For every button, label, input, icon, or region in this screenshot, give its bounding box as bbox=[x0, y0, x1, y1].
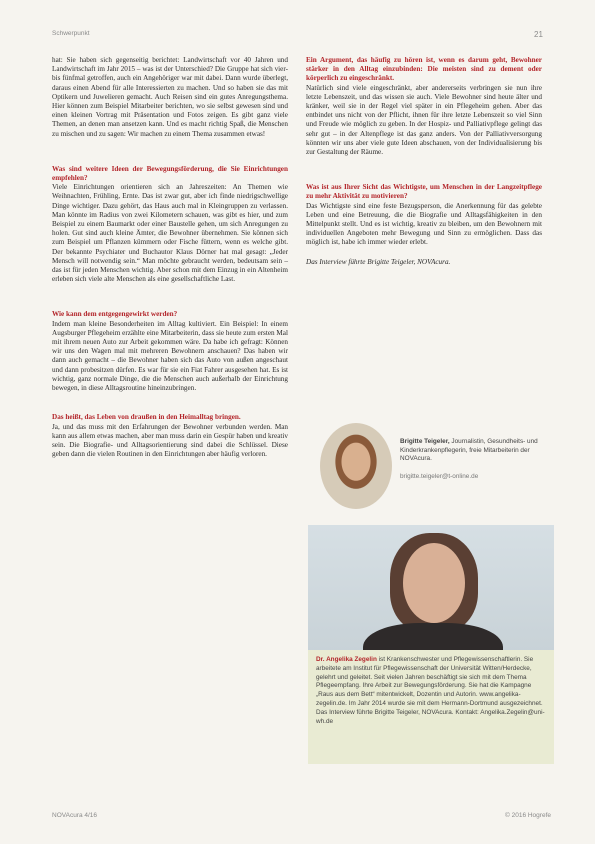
running-header: Schwerpunkt bbox=[52, 30, 90, 37]
interview-question: Was sind weitere Ideen der Bewegungsförderung, die Sie Einrichtungen empfehlen? bbox=[52, 164, 288, 183]
paragraph: Ja, und das muss mit den Erfahrungen der Bewohner verbunden werden. Man kann aus allem etwas machen, aber man muss darin ein Gespür haben und kreativ sein. Die Biografie- und Alltagsorientierung sind dabei die Schlüssel. Diese geben dann die vielen Routinen in den Einrichtungen aber häufig verloren. bbox=[52, 422, 288, 459]
footer-copyright: © 2016 Hogrefe bbox=[505, 812, 551, 819]
photo-face bbox=[403, 543, 465, 623]
right-column bbox=[306, 56, 542, 267]
author-email: brigitte.teigeler@t-online.de bbox=[400, 472, 479, 480]
interviewee-description: ist Krankenschwester und Pflegewissenschaftlerin. Sie arbeitete am Institut für Pflegewissenschaft der Universität Witten/Herdecke, gelehrt und geleitet. Seit vielen Jahren beschäftigt sie sich mit dem Thema Pflegeempfang. Ihre Arbeit zur Bewegungsförderung. Sie hat die Kampagne „Raus aus dem Bett“ mitentwickelt, Dozentin und Autorin. www.angelika-zegelin.de. Im Jahr 2014 wurde sie mit dem Hermann-Dortmund ausgezeichnet. Das Interview führte Brigitte Teigeler, NOVAcura. Kontakt: Angelika.Zegelin@uni-wh.de bbox=[316, 656, 545, 725]
interview-question: Ein Argument, das häufig zu hören ist, wenn es darum geht, Bewohner stärker in den Alltag einzubinden: Die meisten sind zu dement oder körperlich zu eingeschränkt. bbox=[306, 56, 542, 83]
author-description: Journalistin, Gesundheits- und Kinderkrankenpflegerin, freie Mitarbeiterin der NOVAcura. bbox=[400, 438, 538, 463]
paragraph: Indem man kleine Besonderheiten im Alltag kultiviert. Ein Beispiel: In einem Augsburger Pflegeheim erzählte eine Mitarbeiterin, dass sie heute zum ersten Mal mit ihrem neuen Auto zur Arbeit gekommen wäre. Da habe ich gefragt: Können wir uns den Wagen mal mit mehreren Bewohnern anschauen? Das haben wir dann auch gemacht – die Bewohner haben sich das Auto von außen angeschaut und dann probesitzen dürfen. Es war für sie ein Fiat Fahrer ausgesehen hat. Es ist wichtig, ganz normale Dinge, die die Menschen auch außerhalb der Einrichtung bewegen, in diese Alltagsroutine hineinzubringen. bbox=[52, 319, 288, 393]
interviewee-name: Dr. Angelika Zegelin bbox=[316, 656, 377, 663]
paragraph: hat: Sie haben sich gegenseitig berichtet: Landwirtschaft vor 40 Jahren und Landwirtschaft im Jahr 2015 – was ist der Unterschied? Die Gruppe hat sich vier-bis fünfmal getroffen, auch ein Angehöriger war mit dabei. Dann wurde überlegt, daraus einen Abend für alle Interessierten zu machen. Und so haben sie das mit Optikern und Juwelieren gemacht. Auch Reisen sind ein gutes Anregungsthema. Hier können zum Beispiel Mitarbeiter berichten, wo sie selbst gewesen sind und einen kleinen Vortrag mit Präsentation und Fotos zeigen. Es gibt ganz viele Themen, an denen man ansetzen kann. Und es macht richtig Spaß, die Menschen zu mischen und zu sagen: Wir machen zu einem Thema zusammen etwas! bbox=[52, 56, 288, 138]
interviewee-photo bbox=[308, 525, 554, 663]
left-column bbox=[52, 56, 288, 459]
author-name: Brigitte Teigeler, bbox=[400, 438, 450, 445]
author-portrait-photo bbox=[320, 423, 392, 509]
interview-question: Was ist aus Ihrer Sicht das Wichtigste, um Menschen in der Langzeitpflege zu mehr Aktivität zu motivieren? bbox=[306, 183, 542, 201]
paragraph: Viele Einrichtungen orientieren sich an Jahreszeiten: An Themen wie Weihnachten, Frühling, Ernte. Das ist zwar gut, aber ich finde niedrigschwellige Dinge wichtiger. Dazu gehört, das Haus auch mal in Kleingruppen zu verlassen. Man könnte im Radius von zwei Kilometern schauen, was gibt es hier, und zum Beispiel zu einem Baumarkt oder einer Baustelle gehen, um sich Anregungen zu holen. Gut sind auch kleine Ämter, die Bewohner übernehmen. Sie können sich zum Beispiel um Pflanzen kümmern oder Fische füttern, wenn es welche gibt. Der bekannte Psychiater und Buchautor Klaus Dörner hat mal gesagt: „Jeder Mensch will notwendig sein.“ Man möchte gebraucht werden, bedeutsam sein – das ist für jeden Menschen wichtig. Aber schon mit dem Einzug in ein Altenheim erleben sich viele alte Menschen als eine gesellschaftliche Last. bbox=[52, 183, 288, 284]
interview-question: Wie kann dem entgegengewirkt werden? bbox=[52, 310, 178, 319]
author-bio bbox=[400, 438, 550, 481]
page-number: 21 bbox=[534, 30, 543, 39]
paragraph: Das Wichtigste sind eine feste Bezugsperson, die Anerkennung für das gelebte Leben und eine Betreuung, die die Biografie und Alltagsfähigkeiten in den Mittelpunkt stellt. Und es ist wichtig, kreativ zu bleiben, um den Bewohnern mit individuellen Angeboten mehr Bewegung und Sinn zu ermöglichen. Dass das möglich ist, habe ich immer wieder erlebt. bbox=[306, 201, 542, 247]
paragraph: Natürlich sind viele eingeschränkt, aber andererseits verbringen sie nun ihre letzte Lebenszeit, und das wissen sie auch. Viele Bewohner sind heute älter und kränker, weil sie in der Regel viel später in ein Pflegeheim gehen. Aber das entbindet uns nicht von der Pflicht, ihnen für ihre letzte Lebenszeit so viel Sinn und Freude wie möglich zu geben. In der Hospiz- und Palliativpflege gelingt das sehr gut – in der Altenpflege ist das ganz anders. Von der Palliativversorgung könnten wir uns aber viele gute Ideen abschauen, von der Individualisierung bis zur Gestaltung der Räume. bbox=[306, 83, 542, 157]
footer-issue: NOVAcura 4/16 bbox=[52, 812, 98, 819]
interview-signature: Das Interview führte Brigitte Teigeler, NOVAcura. bbox=[306, 257, 451, 266]
interview-question: Das heißt, das Leben von draußen in den Heimalltag bringen. bbox=[52, 413, 241, 422]
interviewee-bio-box bbox=[308, 650, 554, 764]
